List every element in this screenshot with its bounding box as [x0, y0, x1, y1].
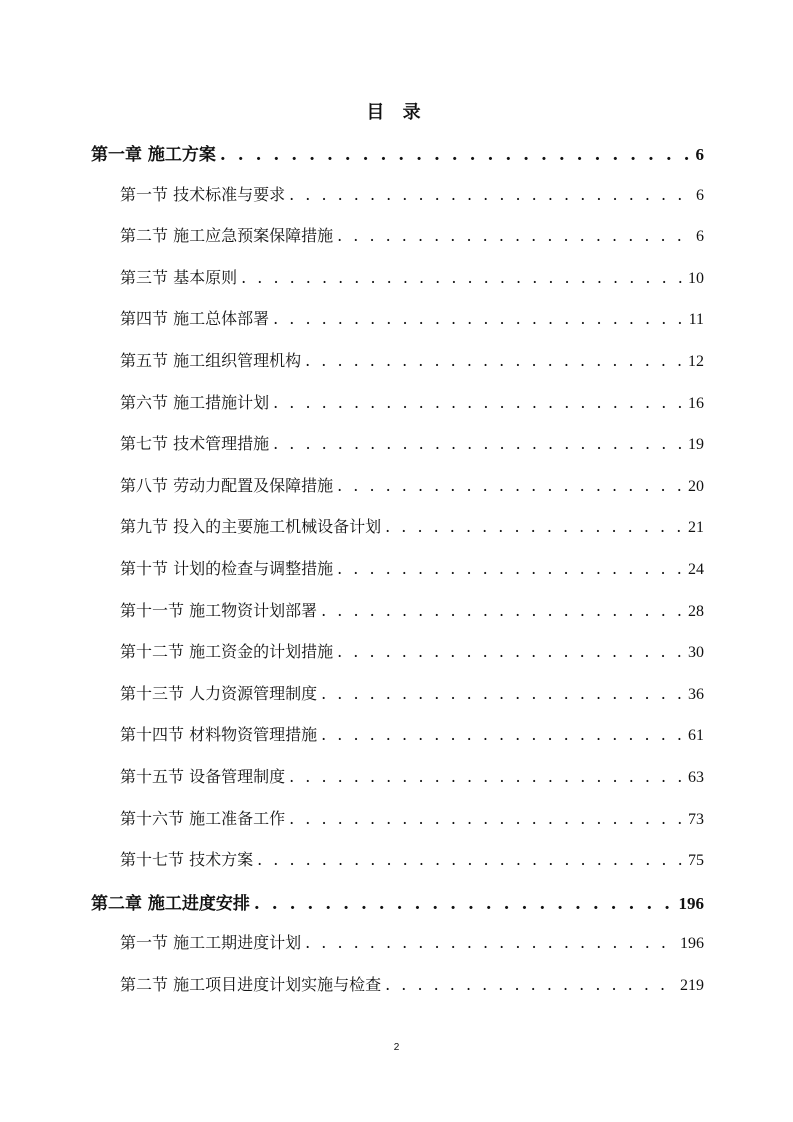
toc-section-entry[interactable]	[120, 972, 704, 995]
toc-dot-leader	[305, 933, 676, 952]
toc-entry-label: 第九节 投入的主要施工机械设备计划	[120, 517, 382, 537]
toc-entry-page-number: 63	[688, 769, 704, 786]
toc-dot-leader	[321, 725, 684, 744]
toc-entry-label: 第十五节 设备管理制度	[120, 767, 286, 786]
toc-dot-leader	[305, 351, 684, 370]
toc-dot-leader	[257, 850, 684, 869]
toc-dot-leader	[385, 517, 684, 536]
toc-entry-label: 第二节 施工应急预案保障措施	[120, 226, 334, 246]
toc-entry-page-number: 36	[688, 685, 704, 703]
toc-entry-label: 第五节 施工组织管理机构	[120, 351, 302, 370]
toc-entry-page-number: 6	[696, 186, 704, 204]
toc-entry-page-number: 24	[688, 561, 704, 578]
toc-entry-label: 第二章 施工进度安排	[91, 893, 250, 914]
toc-entry-page-number: 196	[680, 935, 704, 953]
toc-section-entry[interactable]	[120, 348, 704, 371]
toc-entry-label: 第十二节 施工资金的计划措施	[120, 642, 334, 662]
toc-entry-page-number: 73	[688, 810, 704, 828]
toc-entry-page-number: 75	[688, 852, 704, 870]
toc-entry-label: 第一节 施工工期进度计划	[120, 933, 302, 953]
toc-entry-page-number: 11	[688, 311, 704, 329]
toc-section-entry[interactable]	[120, 431, 704, 454]
toc-entry-page-number: 61	[688, 727, 704, 745]
toc-section-entry[interactable]	[120, 806, 704, 829]
toc-dot-leader	[241, 268, 684, 287]
toc-section-entry[interactable]	[120, 473, 704, 496]
toc-entry-label: 第三节 基本原则	[120, 267, 238, 287]
toc-entry-page-number: 10	[688, 269, 704, 287]
toc-dot-leader	[337, 559, 684, 578]
toc-entry-page-number: 6	[696, 228, 704, 246]
toc-entry-label: 第一节 技术标准与要求	[120, 184, 286, 204]
toc-entry-label: 第十六节 施工准备工作	[120, 808, 286, 828]
toc-title: 目 录	[366, 102, 427, 123]
toc-entry-label: 第八节 劳动力配置及保障措施	[120, 475, 334, 495]
toc-entry-label: 第二节 施工项目进度计划实施与检查	[120, 975, 382, 994]
toc-dot-leader	[273, 393, 684, 412]
toc-entry-page-number: 12	[688, 353, 704, 370]
toc-dot-leader	[289, 767, 684, 786]
page-number: 2	[393, 1042, 400, 1053]
toc-entry-page-number: 16	[688, 394, 704, 412]
toc-entry-page-number: 19	[688, 436, 704, 454]
toc-entry-page-number: 28	[688, 602, 704, 620]
toc-dot-leader	[273, 309, 685, 328]
toc-section-entry[interactable]	[120, 223, 704, 246]
toc-dot-leader	[385, 975, 676, 994]
toc-entry-label: 第一章 施工方案	[91, 145, 216, 165]
toc-section-entry[interactable]	[120, 930, 704, 953]
toc-section-entry[interactable]	[120, 306, 704, 329]
toc-dot-leader	[254, 894, 675, 914]
toc-entry-page-number: 30	[688, 644, 704, 662]
toc-entry-label: 第十节 计划的检查与调整措施	[120, 559, 334, 578]
toc-entry-label: 第十七节 技术方案	[120, 850, 254, 870]
toc-section-entry[interactable]	[120, 722, 704, 745]
toc-dot-leader	[220, 145, 692, 165]
toc-section-entry[interactable]	[120, 265, 704, 288]
toc-entry-label: 第十一节 施工物资计划部署	[120, 600, 318, 620]
toc-dot-leader	[273, 434, 684, 453]
toc-dot-leader	[337, 476, 684, 495]
toc-chapter-entry[interactable]	[91, 140, 704, 165]
toc-entry-page-number: 21	[688, 519, 704, 537]
toc-dot-leader	[289, 185, 692, 204]
toc-entry-page-number: 219	[680, 977, 704, 994]
toc-section-entry[interactable]	[120, 556, 704, 579]
toc-section-entry[interactable]	[120, 182, 704, 205]
toc-entry-label: 第十四节 材料物资管理措施	[120, 725, 318, 745]
toc-dot-leader	[321, 684, 684, 703]
toc-dot-leader	[337, 226, 692, 245]
toc-entry-page-number: 20	[688, 477, 704, 495]
toc-entry-page-number: 196	[678, 893, 704, 913]
toc-section-entry[interactable]	[120, 639, 704, 662]
toc-dot-leader	[289, 809, 684, 828]
toc-section-entry[interactable]	[120, 681, 704, 704]
toc-section-entry[interactable]	[120, 514, 704, 537]
toc-dot-leader	[337, 642, 684, 661]
toc-dot-leader	[321, 601, 684, 620]
toc-section-entry[interactable]	[120, 598, 704, 621]
toc-section-entry[interactable]	[120, 847, 704, 870]
toc-entry-label: 第十三节 人力资源管理制度	[120, 683, 318, 703]
toc-entry-page-number: 6	[695, 145, 704, 164]
toc-entry-label: 第七节 技术管理措施	[120, 434, 270, 454]
toc-entry-label: 第四节 施工总体部署	[120, 309, 270, 329]
toc-entry-label: 第六节 施工措施计划	[120, 392, 270, 412]
toc-section-entry[interactable]	[120, 764, 704, 787]
toc-section-entry[interactable]	[120, 390, 704, 413]
toc-chapter-entry[interactable]	[91, 889, 704, 914]
